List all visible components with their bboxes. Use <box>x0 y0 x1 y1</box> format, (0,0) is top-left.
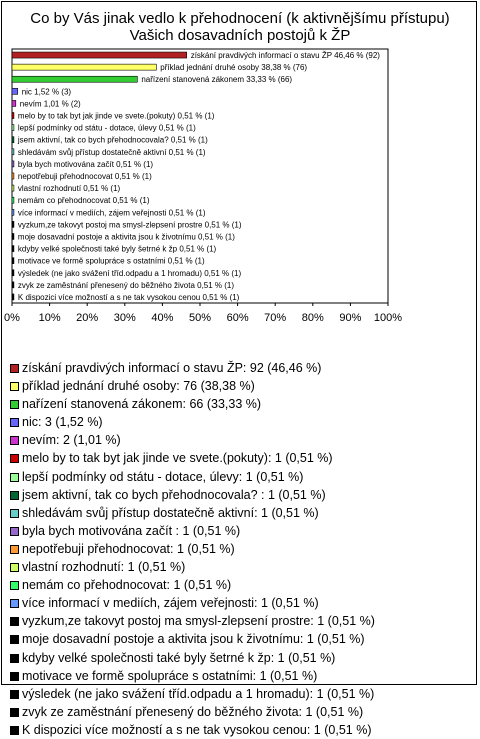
legend-label: nic: 3 (1,52 %) <box>22 415 103 430</box>
bar <box>12 282 14 288</box>
legend-label: nevím: 2 (1,01 %) <box>22 433 121 448</box>
bar-label: příklad jednání druhé osoby 38,38 % (76) <box>160 63 308 73</box>
legend-item <box>8 486 474 504</box>
bar-chart <box>2 2 478 354</box>
legend-label: jsem aktivní, tak co bych přehodnocovala? : 1 (0,51 %) <box>22 487 326 502</box>
x-tick-label: 70% <box>264 312 287 324</box>
legend-item <box>8 558 474 576</box>
bar <box>12 197 14 203</box>
bar <box>12 246 14 252</box>
bar-label: více informací v mediích, zájem veřejnosti 0,51 % (1) <box>17 208 206 218</box>
legend-item <box>8 540 474 558</box>
legend-swatch <box>10 473 19 482</box>
legend-label: vlastní rozhodnutí: 1 (0,51 %) <box>22 560 186 575</box>
legend-swatch <box>10 509 19 518</box>
legend-swatch <box>10 563 19 572</box>
bar-label: vlastní rozhodnutí 0,51 % (1) <box>17 184 121 194</box>
bar <box>12 137 14 143</box>
bar-label: lepší podmínky od státu - dotace, úlevy 0,51 % (1) <box>17 123 196 133</box>
legend-swatch <box>10 726 19 735</box>
legend-swatch <box>10 436 19 445</box>
bar-label: nařízení stanovená zákonem 33,33 % (66) <box>141 75 293 85</box>
legend-item <box>8 522 474 540</box>
legend-swatch <box>10 690 19 699</box>
legend-label: motivace ve formě spolupráce s ostatními: 1 (0,51 %) <box>22 668 318 683</box>
legend-item <box>8 395 474 413</box>
legend-item <box>8 359 474 377</box>
x-tick-label: 10% <box>38 312 61 324</box>
x-tick-label: 50% <box>188 312 212 324</box>
chart-frame <box>1 1 477 737</box>
legend-item <box>8 504 474 522</box>
bar <box>12 88 18 94</box>
legend-swatch <box>10 382 19 391</box>
legend-item <box>8 468 474 486</box>
legend-label: nařízení stanovená zákonem: 66 (33,33 %) <box>22 397 262 412</box>
legend-item <box>8 594 474 612</box>
legend-item <box>8 576 474 594</box>
bar-label: byla bych motivována začít 0,51 % (1) <box>17 159 154 169</box>
bar-label: zvyk ze zaměstnání přenesený do běžného života 0,51 % (1) <box>17 280 235 290</box>
legend-item <box>8 721 474 739</box>
legend-label: moje dosavadní postoje a aktivita jsou k životnímu: 1 (0,51 %) <box>22 632 365 647</box>
x-tick-label: 30% <box>113 312 136 324</box>
legend-label: nemám co přehodnocovat: 1 (0,51 %) <box>22 578 232 593</box>
x-tick-label: 0% <box>4 312 20 324</box>
legend-swatch <box>10 617 19 626</box>
bar-label: moje dosavadní postoje a aktivita jsou k životnímu 0,51 % (1) <box>17 232 235 242</box>
legend-swatch <box>10 491 19 500</box>
x-tick-label: 100% <box>373 312 403 324</box>
bar-label: K dispozici více možností a s ne tak vysokou cenou 0,51 % (1) <box>17 292 240 302</box>
legend-swatch <box>10 599 19 608</box>
bar <box>12 185 14 191</box>
bar <box>12 113 14 119</box>
chart-title-line-2: Vašich dosavadních postojů k ŽP <box>129 27 351 44</box>
bar-label: nevím 1,01 % (2) <box>19 99 81 109</box>
legend-swatch <box>10 527 19 536</box>
legend-swatch <box>10 654 19 663</box>
legend-swatch <box>10 581 19 590</box>
bar <box>12 233 14 239</box>
legend-item <box>8 685 474 703</box>
x-tick-label: 80% <box>301 312 324 324</box>
legend-label: získání pravdivých informací o stavu ŽP: 92 (46,46 %) <box>22 361 322 375</box>
legend-label: K dispozici více možností a s ne tak vysokou cenou: 1 (0,51 %) <box>22 722 372 737</box>
legend-label: byla bych motivována začít : 1 (0,51 %) <box>22 523 241 538</box>
bar <box>12 76 137 82</box>
legend-label: nepotřebuji přehodnocovat: 1 (0,51 %) <box>22 541 235 556</box>
legend-swatch <box>10 454 19 463</box>
legend-item <box>8 630 474 648</box>
legend-swatch <box>10 672 19 681</box>
legend-swatch <box>10 364 19 373</box>
legend-label: vyzkum,ze takovyt postoj ma smysl-zlepsení prostre: 1 (0,51 %) <box>22 614 375 629</box>
legend-label: lepší podmínky od státu - dotace, úlevy: 1 (0,51 %) <box>22 469 304 484</box>
bar <box>12 209 14 215</box>
bar <box>12 258 14 264</box>
legend-swatch <box>10 418 19 427</box>
bar-label: motivace ve formě spolupráce s ostatními 0,51 % (1) <box>17 256 205 266</box>
bar-label: nepotřebuji přehodnocovat 0,51 % (1) <box>17 172 152 181</box>
bar-label: nemám co přehodnocovat 0,51 % (1) <box>17 196 150 206</box>
bar-label: získání pravdivých informací o stavu ŽP 46,46 % (92) <box>190 51 380 61</box>
legend-label: výsledek (ne jako svážení tříd.odpadu a 1 hromadu): 1 (0,51 %) <box>22 686 375 701</box>
legend-label: melo by to tak byt jak jinde ve svete.(pokuty): 1 (0,51 %) <box>22 451 333 466</box>
bar <box>12 64 156 70</box>
chart-legend <box>8 359 474 739</box>
x-tick-label: 60% <box>226 312 249 324</box>
bar <box>12 125 14 131</box>
chart-title-line-1: Co by Vás jinak vedlo k přehodnocení (k aktivnějšímu přístupu) <box>30 10 450 27</box>
bar <box>12 173 14 179</box>
legend-item <box>8 449 474 467</box>
legend-item <box>8 703 474 721</box>
legend-item <box>8 667 474 685</box>
legend-swatch <box>10 708 19 717</box>
legend-swatch <box>10 400 19 409</box>
bar <box>12 161 14 167</box>
x-tick-label: 90% <box>339 312 362 324</box>
x-tick-label: 40% <box>151 312 174 324</box>
bar-label: jsem aktivní, tak co bych přehodnocovala? 0,51 % (1) <box>17 135 208 145</box>
legend-item <box>8 377 474 395</box>
legend-item <box>8 413 474 431</box>
legend-label: zvyk ze zaměstnání přenesený do běžného života: 1 (0,51 %) <box>22 704 364 719</box>
legend-swatch <box>10 635 19 644</box>
bar <box>12 270 14 276</box>
legend-label: shledávám svůj přístup dostatečně aktivní: 1 (0,51 %) <box>22 505 319 520</box>
bar-label: nic 1,52 % (3) <box>21 87 72 97</box>
legend-label: více informací v mediích, zájem veřejnosti: 1 (0,51 %) <box>22 596 319 611</box>
bar-label: výsledek (ne jako svážení tříd.odpadu a 1 hromadu) 0,51 % (1) <box>17 268 242 278</box>
legend-item <box>8 431 474 449</box>
bar-label: melo by to tak byt jak jinde ve svete.(pokuty) 0,51 % (1) <box>17 111 215 121</box>
bar-label: shledávám svůj přístup dostatečně aktivní 0,51 % (1) <box>17 147 206 157</box>
bar <box>12 100 16 106</box>
bar <box>12 149 14 155</box>
x-tick-label: 20% <box>76 312 99 324</box>
bar <box>12 221 14 227</box>
bar-label: kdyby velké společnosti také byly šetrné k žp 0,51 % (1) <box>17 244 217 254</box>
legend-label: příklad jednání druhé osoby: 76 (38,38 %) <box>22 379 255 394</box>
legend-label: kdyby velké společnosti také byly šetrné k žp: 1 (0,51 %) <box>22 650 336 665</box>
bar <box>12 294 14 300</box>
legend-item <box>8 649 474 667</box>
legend-swatch <box>10 545 19 554</box>
legend-item <box>8 612 474 630</box>
bar <box>12 52 187 58</box>
bar-label: vyzkum,ze takovyt postoj ma smysl-zlepsení prostre 0,51 % (1) <box>17 220 242 230</box>
